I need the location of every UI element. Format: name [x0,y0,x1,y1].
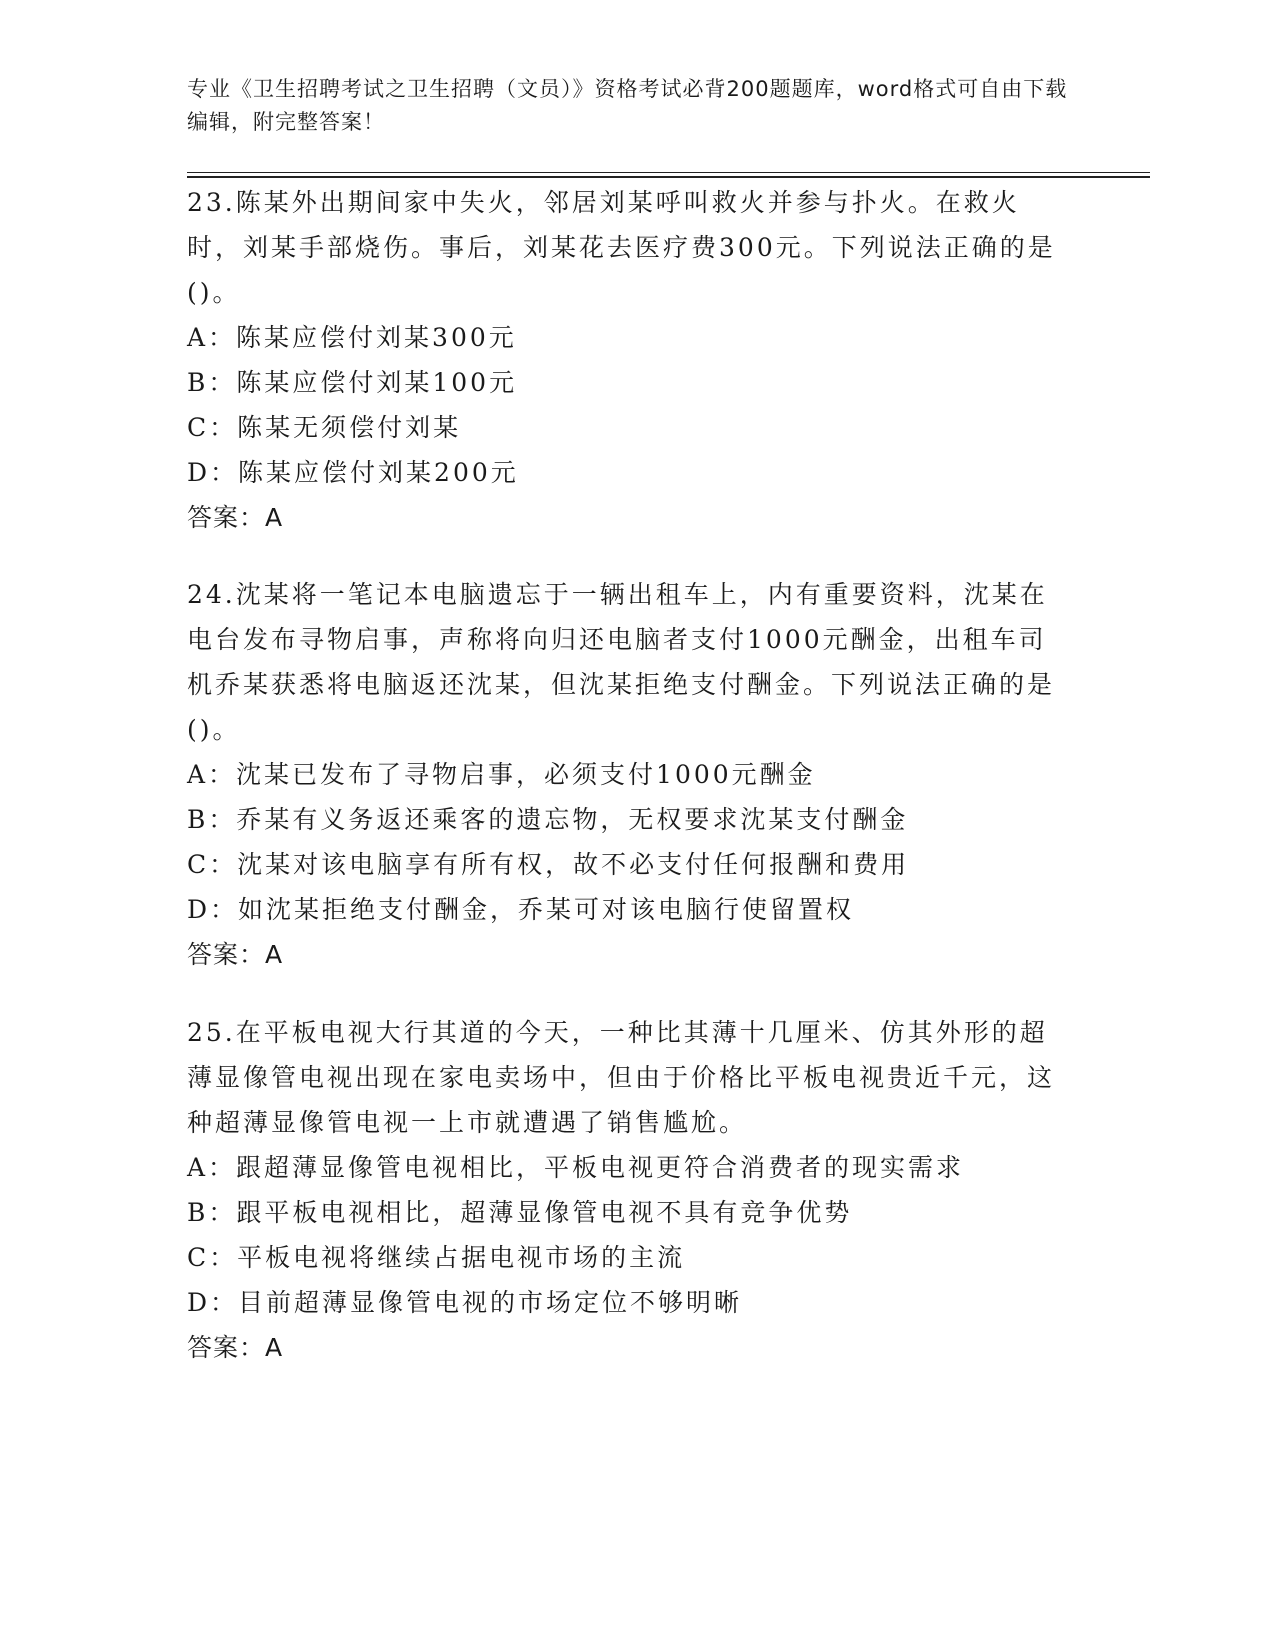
option-b: B：跟平板电视相比，超薄显像管电视不具有竞争优势 [187,1198,853,1227]
header-divider-thin [187,172,1150,173]
answer: 答案：A [187,1333,284,1362]
question-stem: 23.陈某外出期间家中失火，邻居刘某呼叫救火并参与扑火。在救火时，刘某手部烧伤。事后，刘某花去医疗费300元。下列说法正确的是()。 [187,188,1056,307]
option-d: D：陈某应偿付刘某200元 [187,458,519,487]
option-c: C：沈某对该电脑享有所有权，故不必支付任何报酬和费用 [187,850,910,879]
option-a: A：陈某应偿付刘某300元 [187,323,517,352]
answer: 答案：A [187,940,284,969]
option-c: C：平板电视将继续占据电视市场的主流 [187,1243,686,1272]
option-d: D：如沈某拒绝支付酬金，乔某可对该电脑行使留置权 [187,895,855,924]
question-stem: 24.沈某将一笔记本电脑遗忘于一辆出租车上，内有重要资料，沈某在电台发布寻物启事，声称将向归还电脑者支付1000元酬金，出租车司机乔某获悉将电脑返还沈某，但沈某拒绝支付酬金。下列说法正确的是()。 [187,580,1056,744]
document-header [187,73,1087,139]
question-stem: 25.在平板电视大行其道的今天，一种比其薄十几厘米、仿其外形的超薄显像管电视出现在家电卖场中，但由于价格比平板电视贵近千元，这种超薄显像管电视一上市就遭遇了销售尴尬。 [187,1018,1056,1137]
question-25 [187,1010,1067,1370]
option-c: C：陈某无须偿付刘某 [187,413,462,442]
answer: 答案：A [187,503,284,532]
option-b: B：陈某应偿付刘某100元 [187,368,518,397]
header-divider-thick [187,176,1150,178]
question-24 [187,572,1067,977]
header-text: 专业《卫生招聘考试之卫生招聘（文员）》资格考试必背200题题库，word格式可自由下载编辑，附完整答案！ [187,77,1068,134]
option-d: D：目前超薄显像管电视的市场定位不够明晰 [187,1288,743,1317]
option-a: A：跟超薄显像管电视相比，平板电视更符合消费者的现实需求 [187,1153,965,1182]
option-b: B：乔某有义务返还乘客的遗忘物，无权要求沈某支付酬金 [187,805,909,834]
option-a: A：沈某已发布了寻物启事，必须支付1000元酬金 [187,760,816,789]
question-23 [187,180,1067,540]
